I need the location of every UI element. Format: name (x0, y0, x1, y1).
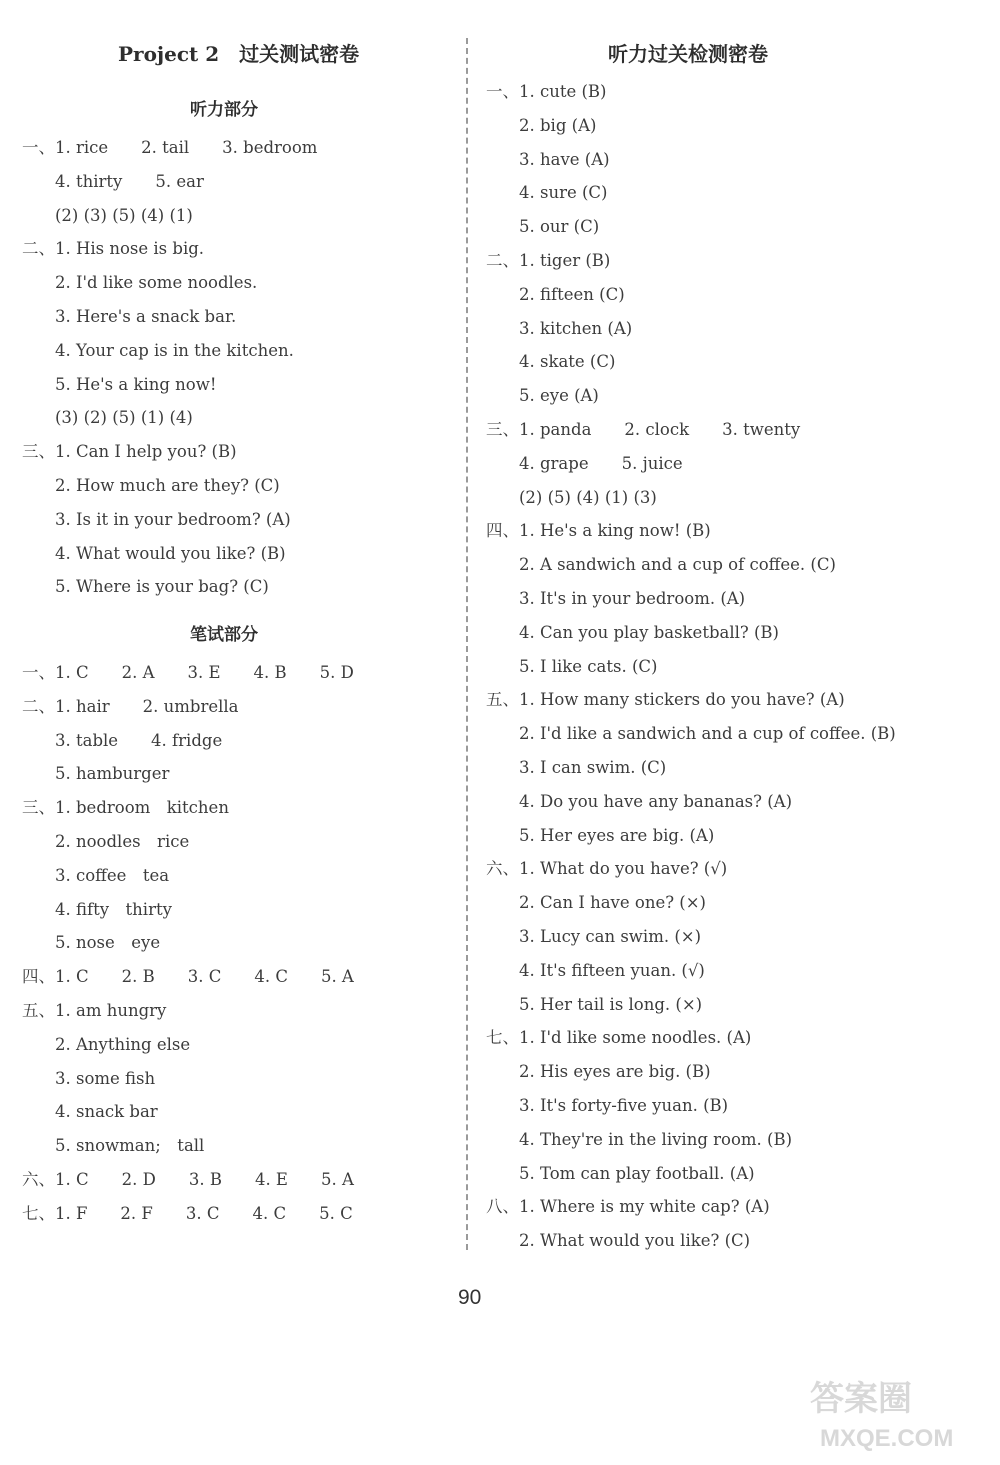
answer-line: 一、1. rice 2. tail 3. bedroom (22, 138, 318, 157)
answer-line: 5. hamburger (22, 764, 170, 784)
page-number: 90 (458, 1286, 482, 1309)
answer-line: 五、1. How many stickers do you have? (A) (486, 690, 845, 710)
answer-line: 4. Do you have any bananas? (A) (486, 791, 793, 811)
answer-line: 4. fifty thirty (22, 899, 172, 919)
right-title: 听力过关检测密卷 (608, 42, 768, 66)
answer-line: 2. noodles rice (22, 832, 190, 851)
written-section-heading: 笔试部分 (190, 625, 258, 645)
answer-line: 一、1. C 2. A 3. E 4. B 5. D (22, 663, 354, 682)
answer-line: (3) (2) (5) (1) (4) (22, 408, 193, 428)
answer-line: 3. table 4. fridge (22, 730, 223, 750)
answer-line: 三、1. bedroom kitchen (22, 798, 229, 818)
answer-line: 4. Can you play basketball? (B) (486, 622, 779, 642)
answer-line: 4. grape 5. juice (486, 453, 683, 473)
answer-line: 5. I like cats. (C) (486, 656, 658, 676)
answer-line: 3. Is it in your bedroom? (A) (22, 509, 291, 529)
answer-line: 七、1. I'd like some noodles. (A) (486, 1028, 752, 1048)
listening-section-heading: 听力部分 (190, 100, 258, 120)
answer-line: 三、1. panda 2. clock 3. twenty (486, 420, 801, 439)
answer-line: 3. some fish (22, 1068, 156, 1088)
answer-line: 一、1. cute (B) (486, 82, 607, 101)
answer-line: 5. Her eyes are big. (A) (486, 825, 715, 845)
answer-line: 3. kitchen (A) (486, 318, 633, 338)
answer-line: 3. Here's a snack bar. (22, 307, 237, 326)
answer-line: 4. sure (C) (486, 183, 608, 203)
answer-line: 3. I can swim. (C) (486, 758, 667, 777)
answer-line: 4. What would you like? (B) (22, 543, 286, 563)
watermark-title: 答案圈 (810, 1380, 912, 1418)
answer-line: 5. our (C) (486, 217, 600, 237)
answer-line: 六、1. C 2. D 3. B 4. E 5. A (22, 1170, 354, 1189)
answer-line: 5. eye (A) (486, 386, 599, 406)
watermark-logo (790, 1372, 990, 1456)
answer-line: 二、1. hair 2. umbrella (22, 696, 239, 716)
answer-line: 4. snack bar (22, 1102, 158, 1122)
answer-line: 2. A sandwich and a cup of coffee. (C) (486, 555, 836, 575)
answer-line: 4. Your cap is in the kitchen. (22, 340, 294, 360)
answer-line: 4. It's fifteen yuan. (√) (486, 960, 705, 980)
watermark-url: MXQE.COM (820, 1425, 954, 1452)
answer-line: 2. I'd like a sandwich and a cup of coffee. (B) (486, 724, 896, 744)
answer-line: 2. Can I have one? (×) (486, 893, 706, 913)
answer-line: 5. Tom can play football. (A) (486, 1163, 755, 1183)
answer-line: 五、1. am hungry (22, 1001, 167, 1020)
answer-line: 2. What would you like? (C) (486, 1231, 751, 1251)
answer-line: 4. skate (C) (486, 352, 616, 372)
answer-line: 二、1. tiger (B) (486, 251, 611, 270)
answer-line: 5. Her tail is long. (×) (486, 994, 703, 1014)
answer-line: 2. His eyes are big. (B) (486, 1062, 711, 1082)
answer-line: 2. fifteen (C) (486, 284, 625, 304)
answer-line: 2. How much are they? (C) (22, 476, 280, 495)
answer-line: (2) (3) (5) (4) (1) (22, 205, 193, 225)
answer-line: 七、1. F 2. F 3. C 4. C 5. C (22, 1203, 353, 1223)
answer-line: 八、1. Where is my white cap? (A) (486, 1197, 770, 1217)
answer-line: 二、1. His nose is big. (22, 239, 205, 259)
left-title: Project 2 过关测试密卷 (118, 42, 360, 66)
answer-line: 2. Anything else (22, 1034, 191, 1054)
answer-line: 3. have (A) (486, 149, 610, 169)
answer-line: 2. I'd like some noodles. (22, 273, 258, 293)
answer-line: 四、1. He's a king now! (B) (486, 521, 711, 541)
answer-line: 5. nose eye (22, 933, 161, 953)
answer-line: 2. big (A) (486, 115, 597, 135)
answer-line: 六、1. What do you have? (√) (486, 859, 728, 879)
answer-line: 3. It's in your bedroom. (A) (486, 589, 746, 608)
answer-line: 5. He's a king now! (22, 374, 217, 394)
answer-line: 5. Where is your bag? (C) (22, 577, 269, 597)
answer-line: 3. It's forty-five yuan. (B) (486, 1096, 729, 1115)
answer-line: 5. snowman; tall (22, 1136, 205, 1156)
column-divider (466, 38, 468, 1250)
answer-line: 4. thirty 5. ear (22, 171, 204, 191)
answer-line: (2) (5) (4) (1) (3) (486, 487, 657, 507)
answer-line: 4. They're in the living room. (B) (486, 1129, 793, 1149)
answer-line: 三、1. Can I help you? (B) (22, 442, 237, 462)
answer-line: 3. coffee tea (22, 865, 170, 885)
answer-line: 四、1. C 2. B 3. C 4. C 5. A (22, 967, 354, 987)
answer-line: 3. Lucy can swim. (×) (486, 927, 702, 946)
